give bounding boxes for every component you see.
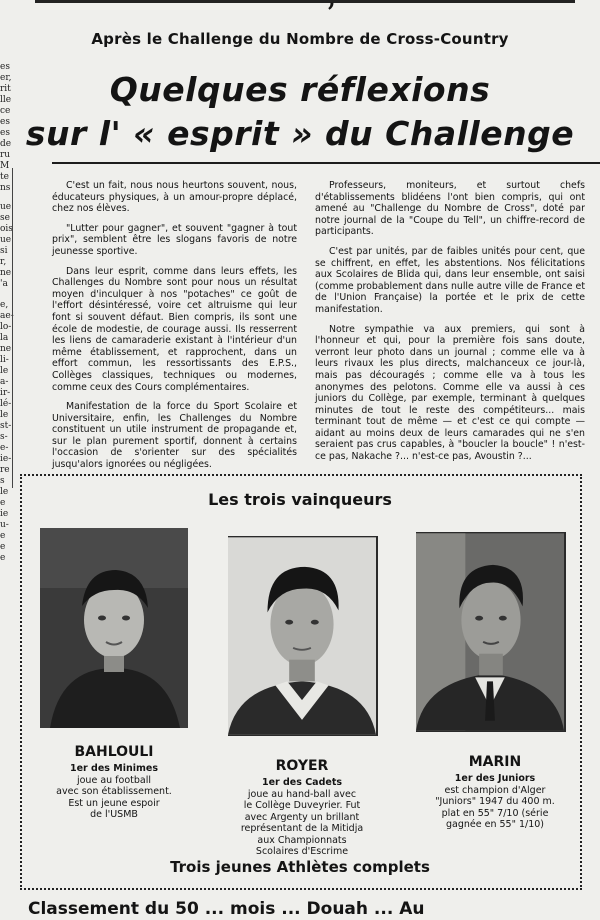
margin-fragment: es bbox=[0, 128, 10, 138]
margin-fragment: le bbox=[0, 366, 9, 376]
caption-line: le Collège Duveyrier. Fut bbox=[243, 800, 361, 811]
caption-line: avec Argenty un brillant bbox=[244, 811, 360, 823]
margin-fragment: se bbox=[0, 213, 10, 223]
title-rule bbox=[52, 162, 600, 164]
margin-fragment: e bbox=[0, 531, 6, 541]
caption-line: gagnée en 55" 1/10) bbox=[445, 819, 544, 830]
photo-marin bbox=[416, 532, 566, 732]
caption-line: aux Championnats bbox=[257, 834, 347, 846]
paragraph: Notre sympathie va aux premiers, qui sont à l'honneur et qui, pour la première fois sans doute, verront leur photo dans un journal ; comme elle va à leurs rivaux les plus directs, malchanceux ce jour-là, mais pas découragés ; comme elle va à tous les anonymes des pelotons. Comme elle va aussi à ces juniors du Collège, par exemple, terminant à quelques minutes de tout le reste des compétiteurs... mais terminant tout de même — et c'est ce qui compte — aidant au moins deux de leurs camarades qui ne s'en seraient pas crus capables, à "boucler la boucle" ! n'est-ce pas, Nakache ?... n'est-ce pas, Avoustin ?... bbox=[315, 323, 585, 463]
margin-fragment: ue bbox=[0, 235, 12, 245]
caption-line: de l'USMB bbox=[90, 809, 138, 820]
article-right-column bbox=[315, 180, 585, 471]
winners-box-title: Les trois vainqueurs bbox=[208, 490, 392, 509]
margin-fragment: e bbox=[0, 553, 6, 563]
margin-fragment: li- bbox=[0, 355, 9, 365]
margin-fragment: si bbox=[0, 246, 8, 256]
athlete-category: 1er des Cadets bbox=[261, 777, 343, 788]
margin-fragment: le bbox=[0, 487, 9, 497]
margin-fragment: de bbox=[0, 139, 12, 149]
margin-fragment: s bbox=[0, 476, 5, 486]
margin-fragment: es bbox=[0, 62, 10, 72]
margin-fragment: e bbox=[0, 498, 6, 508]
margin-fragment: te bbox=[0, 172, 9, 182]
caption-royer bbox=[222, 758, 382, 858]
paragraph: Dans leur esprit, comme dans leurs effets, les Challenges du Nombre sont pour nous un résultat moyen d'inculquer à nos "potaches" ce goût de l'effort désintéressé, voire cet altruisme qui leur font si souvent défaut. Bien compris, ils sont une école de modestie, de courage aussi. Ils resserrent les liens de camaraderie existant à l'intérieur d'un même établissement, et rapprochent, dans un effort commun, les ressortissants des E.P.S., Collèges classiques, techniques ou modernes, comme ceux des Cours complémentaires. bbox=[52, 265, 297, 393]
margin-fragment: ie bbox=[0, 509, 9, 519]
margin-fragment: es bbox=[0, 117, 10, 127]
margin-fragment: r, bbox=[0, 257, 7, 267]
athlete-name: ROYER bbox=[275, 758, 329, 774]
margin-fragment: M bbox=[0, 161, 10, 171]
paragraph: "Lutter pour gagner", et souvent "gagner à tout prix", semblent être les slogans favoris de notre jeunesse sportive. bbox=[52, 222, 297, 257]
caption-line: est champion d'Alger bbox=[444, 784, 546, 796]
caption-line: Scolaires d'Escrime bbox=[255, 846, 349, 857]
margin-fragment: lo- bbox=[0, 322, 12, 332]
margin-fragment: ne bbox=[0, 268, 12, 278]
margin-fragment: ue bbox=[0, 202, 12, 212]
caption-line: "Juniors" 1947 du 400 m. bbox=[435, 796, 555, 807]
article-left-column bbox=[52, 180, 297, 479]
article-title-line-2: sur l' « esprit » du Challenge bbox=[25, 114, 575, 153]
margin-fragment: ne bbox=[0, 344, 12, 354]
winners-box-footer: Trois jeunes Athlètes complets bbox=[170, 858, 430, 876]
athlete-category: 1er des Juniors bbox=[454, 773, 536, 784]
margin-fragment: ce bbox=[0, 106, 11, 116]
margin-fragment: ns bbox=[0, 183, 11, 193]
margin-fragment: la bbox=[0, 333, 9, 343]
photo-bahlouli bbox=[40, 528, 188, 728]
caption-line: plat en 55" 7/10 (série bbox=[441, 807, 549, 819]
caption-line: joue au football bbox=[76, 774, 152, 786]
margin-fragment: 'a bbox=[0, 279, 8, 289]
article-title-line-1: Quelques réflexions bbox=[109, 70, 491, 109]
margin-fragment: u- bbox=[0, 520, 9, 530]
paragraph: Professeurs, moniteurs, et surtout chefs d'établissements blidéens l'ont bien compris, qui ont amené au "Challenge du Nombre de Cross", doté par notre journal de la "Coupe du Tell", un chiffre-record de participants. bbox=[315, 180, 585, 238]
margin-fragment: re bbox=[0, 465, 10, 475]
margin-fragment: s- bbox=[0, 432, 8, 442]
caption-line: Est un jeune espoir bbox=[68, 797, 160, 809]
caption-line: avec son établissement. bbox=[56, 786, 172, 797]
athlete-name: MARIN bbox=[468, 754, 522, 770]
margin-fragment: le bbox=[0, 410, 9, 420]
margin-fragment: lle bbox=[0, 95, 12, 105]
margin-fragment: lé- bbox=[0, 399, 12, 409]
caption-line: représentant de la Mitidja bbox=[240, 823, 364, 834]
margin-fragment: ae- bbox=[0, 311, 14, 321]
margin-fragment: e- bbox=[0, 443, 9, 453]
margin-fragment: e, bbox=[0, 300, 9, 310]
athlete-category: 1er des Minimes bbox=[70, 763, 158, 774]
article-kicker: Après le Challenge du Nombre de Cross-Country bbox=[91, 30, 509, 48]
caption-line: joue au hand-ball avec bbox=[247, 788, 357, 800]
paragraph: C'est un fait, nous nous heurtons souvent, nous, éducateurs physiques, à un amour-propre déplacé, chez nos élèves. bbox=[52, 180, 297, 215]
margin-fragment: ois bbox=[0, 224, 13, 234]
margin-fragment: ru bbox=[0, 150, 11, 160]
margin-fragment: rit bbox=[0, 84, 11, 94]
left-margin-fragments bbox=[0, 62, 12, 564]
athlete-name: BAHLOULI bbox=[74, 744, 154, 760]
column-divider bbox=[12, 168, 13, 488]
margin-fragment: ie- bbox=[0, 454, 12, 464]
caption-bahlouli bbox=[38, 744, 190, 821]
caption-marin bbox=[420, 754, 570, 831]
next-article-fragment: Classement du 50 ... mois ... Douah ... Au bbox=[28, 899, 425, 919]
photo-royer bbox=[228, 536, 378, 736]
margin-fragment: a- bbox=[0, 377, 9, 387]
margin-fragment: er, bbox=[0, 73, 12, 83]
margin-fragment: st- bbox=[0, 421, 12, 431]
paragraph: Manifestation de la force du Sport Scolaire et Universitaire, enfin, les Challenges du Nombre constituent un utile instrument de propagande et, sur le plan purement sportif, donnent à certains l'occasion de s'orienter sur des spécialités jusqu'alors ignorées ou négligées. bbox=[52, 401, 297, 471]
paragraph: C'est par unités, par de faibles unités pour cent, que se chiffrent, en effet, les abstentions. Nos félicitations aux Scolaires de Blida qui, dans leur ensemble, ont saisi (comme probablement dans nulle autre ville de France et de l'Union Française) la portée et le prix de cette manifestation. bbox=[315, 245, 585, 315]
top-ornament bbox=[328, 0, 336, 12]
margin-fragment: ir- bbox=[0, 388, 11, 398]
margin-fragment: e bbox=[0, 542, 6, 552]
top-rule bbox=[35, 0, 575, 3]
